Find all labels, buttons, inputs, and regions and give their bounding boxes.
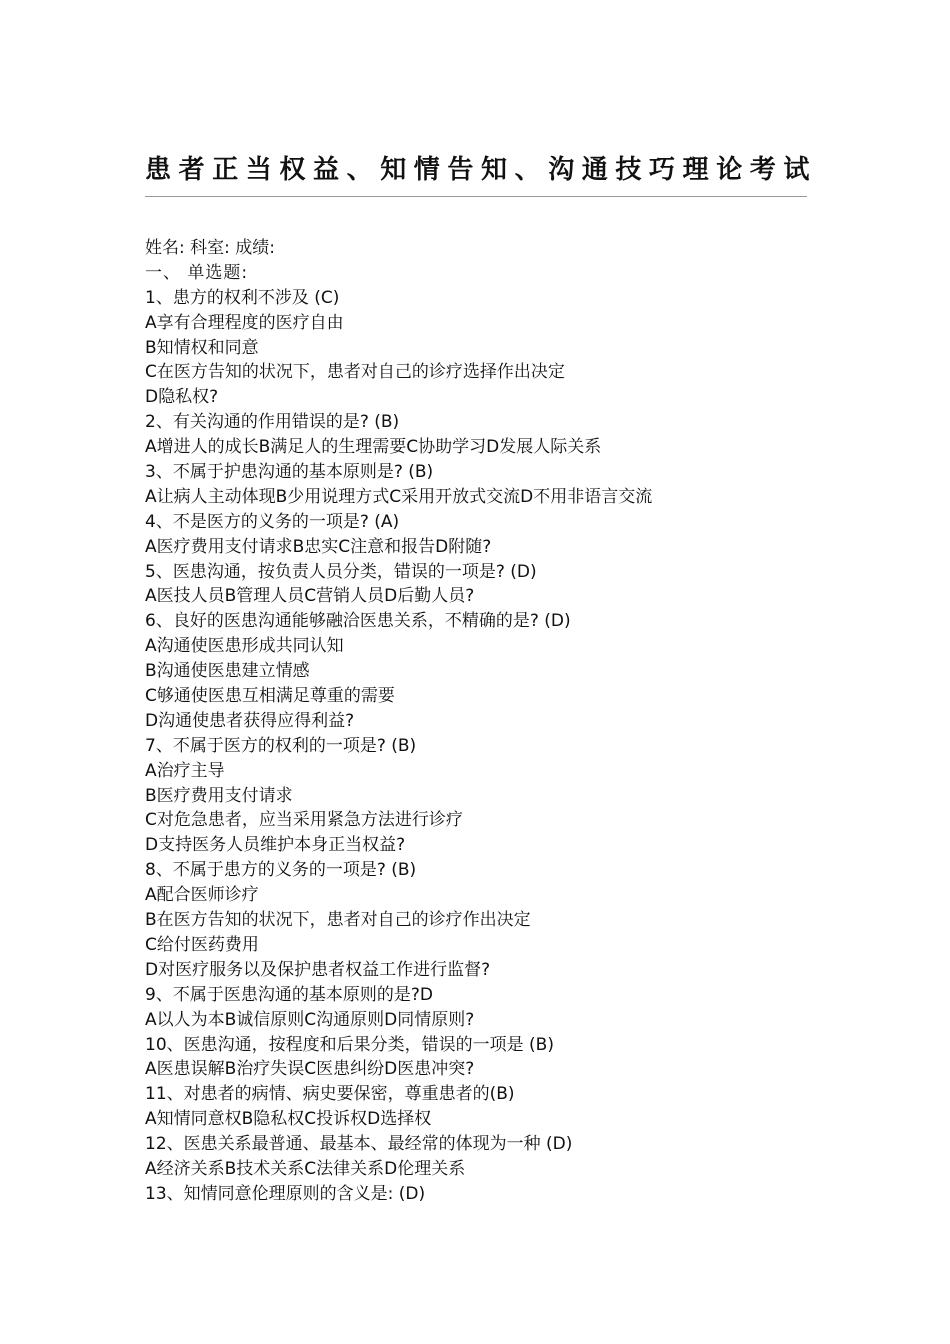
section-heading: 一、 单选题: (145, 262, 249, 283)
question-6-option-3: C够通使医患互相满足尊重的需要 (145, 686, 395, 707)
question-6: 6、良好的医患沟通能够融洽医患关系，不精确的是? (D) (145, 611, 571, 632)
question-8-option-3: C给付医药费用 (145, 934, 259, 955)
question-1-option-2: B知情权和同意 (145, 337, 259, 358)
question-1-option-3: C在医方告知的状况下，患者对自己的诊疗选择作出决定 (145, 362, 565, 383)
question-1: 1、患方的权利不涉及 (C) (145, 287, 340, 308)
question-1-option-1: A享有合理程度的医疗自由 (145, 312, 344, 333)
document-title: 患者正当权益、知情告知、沟通技巧理论考试 (145, 155, 818, 185)
question-7-option-2: B医疗费用支付请求 (145, 785, 293, 806)
question-2-option-1: A增进人的成长B满足人的生理需要C协助学习D发展人际关系 (145, 437, 602, 458)
question-10-option-1: A医患误解B治疗失误C医患纠纷D医患冲突? (145, 1059, 475, 1080)
question-5: 5、医患沟通，按负责人员分类，错误的一项是? (D) (145, 561, 537, 582)
question-6-option-1: A沟通使医患形成共同认知 (145, 636, 344, 657)
question-12: 12、医患关系最普通、最基本、最经常的体现为一种 (D) (145, 1134, 573, 1155)
question-7: 7、不属于医方的权利的一项是? (B) (145, 735, 417, 756)
question-7-option-4: D支持医务人员维护本身正当权益? (145, 835, 406, 856)
title-underline (145, 196, 807, 197)
question-7-option-1: A治疗主导 (145, 760, 225, 781)
question-8-option-1: A配合医师诊疗 (145, 885, 259, 906)
question-1-option-4: D隐私权? (145, 387, 219, 408)
question-8: 8、不属于患方的义务的一项是? (B) (145, 860, 417, 881)
question-4-option-1: A医疗费用支付请求B忠实C注意和报告D附随? (145, 536, 492, 557)
question-6-option-4: D沟通使患者获得应得利益? (145, 710, 355, 731)
question-2: 2、有关沟通的作用错误的是? (B) (145, 412, 400, 433)
question-4: 4、不是医方的义务的一项是? (A) (145, 511, 400, 532)
question-8-option-2: B在医方告知的状况下，患者对自己的诊疗作出决定 (145, 910, 531, 931)
question-5-option-1: A医技人员B管理人员C营销人员D后勤人员? (145, 586, 475, 607)
question-9: 9、不属于医患沟通的基本原则的是?D (145, 984, 433, 1005)
question-13: 13、知情同意伦理原则的含义是: (D) (145, 1183, 426, 1204)
question-3-option-1: A让病人主动体现B少用说理方式C采用开放式交流D不用非语言交流 (145, 486, 653, 507)
question-11-option-1: A知情同意权B隐私权C投诉权D选择权 (145, 1109, 432, 1130)
info-line: 姓名: 科室: 成绩: (145, 238, 275, 258)
question-3: 3、不属于护患沟通的基本原则是? (B) (145, 462, 434, 483)
question-9-option-1: A以人为本B诚信原则C沟通原则D同情原则? (145, 1009, 475, 1030)
document-body (145, 236, 825, 1207)
question-10: 10、医患沟通，按程度和后果分类，错误的一项是 (B) (145, 1034, 554, 1055)
question-11: 11、对患者的病情、病史要保密，尊重患者的(B) (145, 1084, 515, 1105)
question-7-option-3: C对危急患者，应当采用紧急方法进行诊疗 (145, 810, 463, 831)
question-8-option-4: D对医疗服务以及保护患者权益工作进行监督? (145, 959, 491, 980)
question-12-option-1: A经济关系B技术关系C法律关系D伦理关系 (145, 1158, 466, 1179)
question-6-option-2: B沟通使医患建立情感 (145, 661, 310, 682)
